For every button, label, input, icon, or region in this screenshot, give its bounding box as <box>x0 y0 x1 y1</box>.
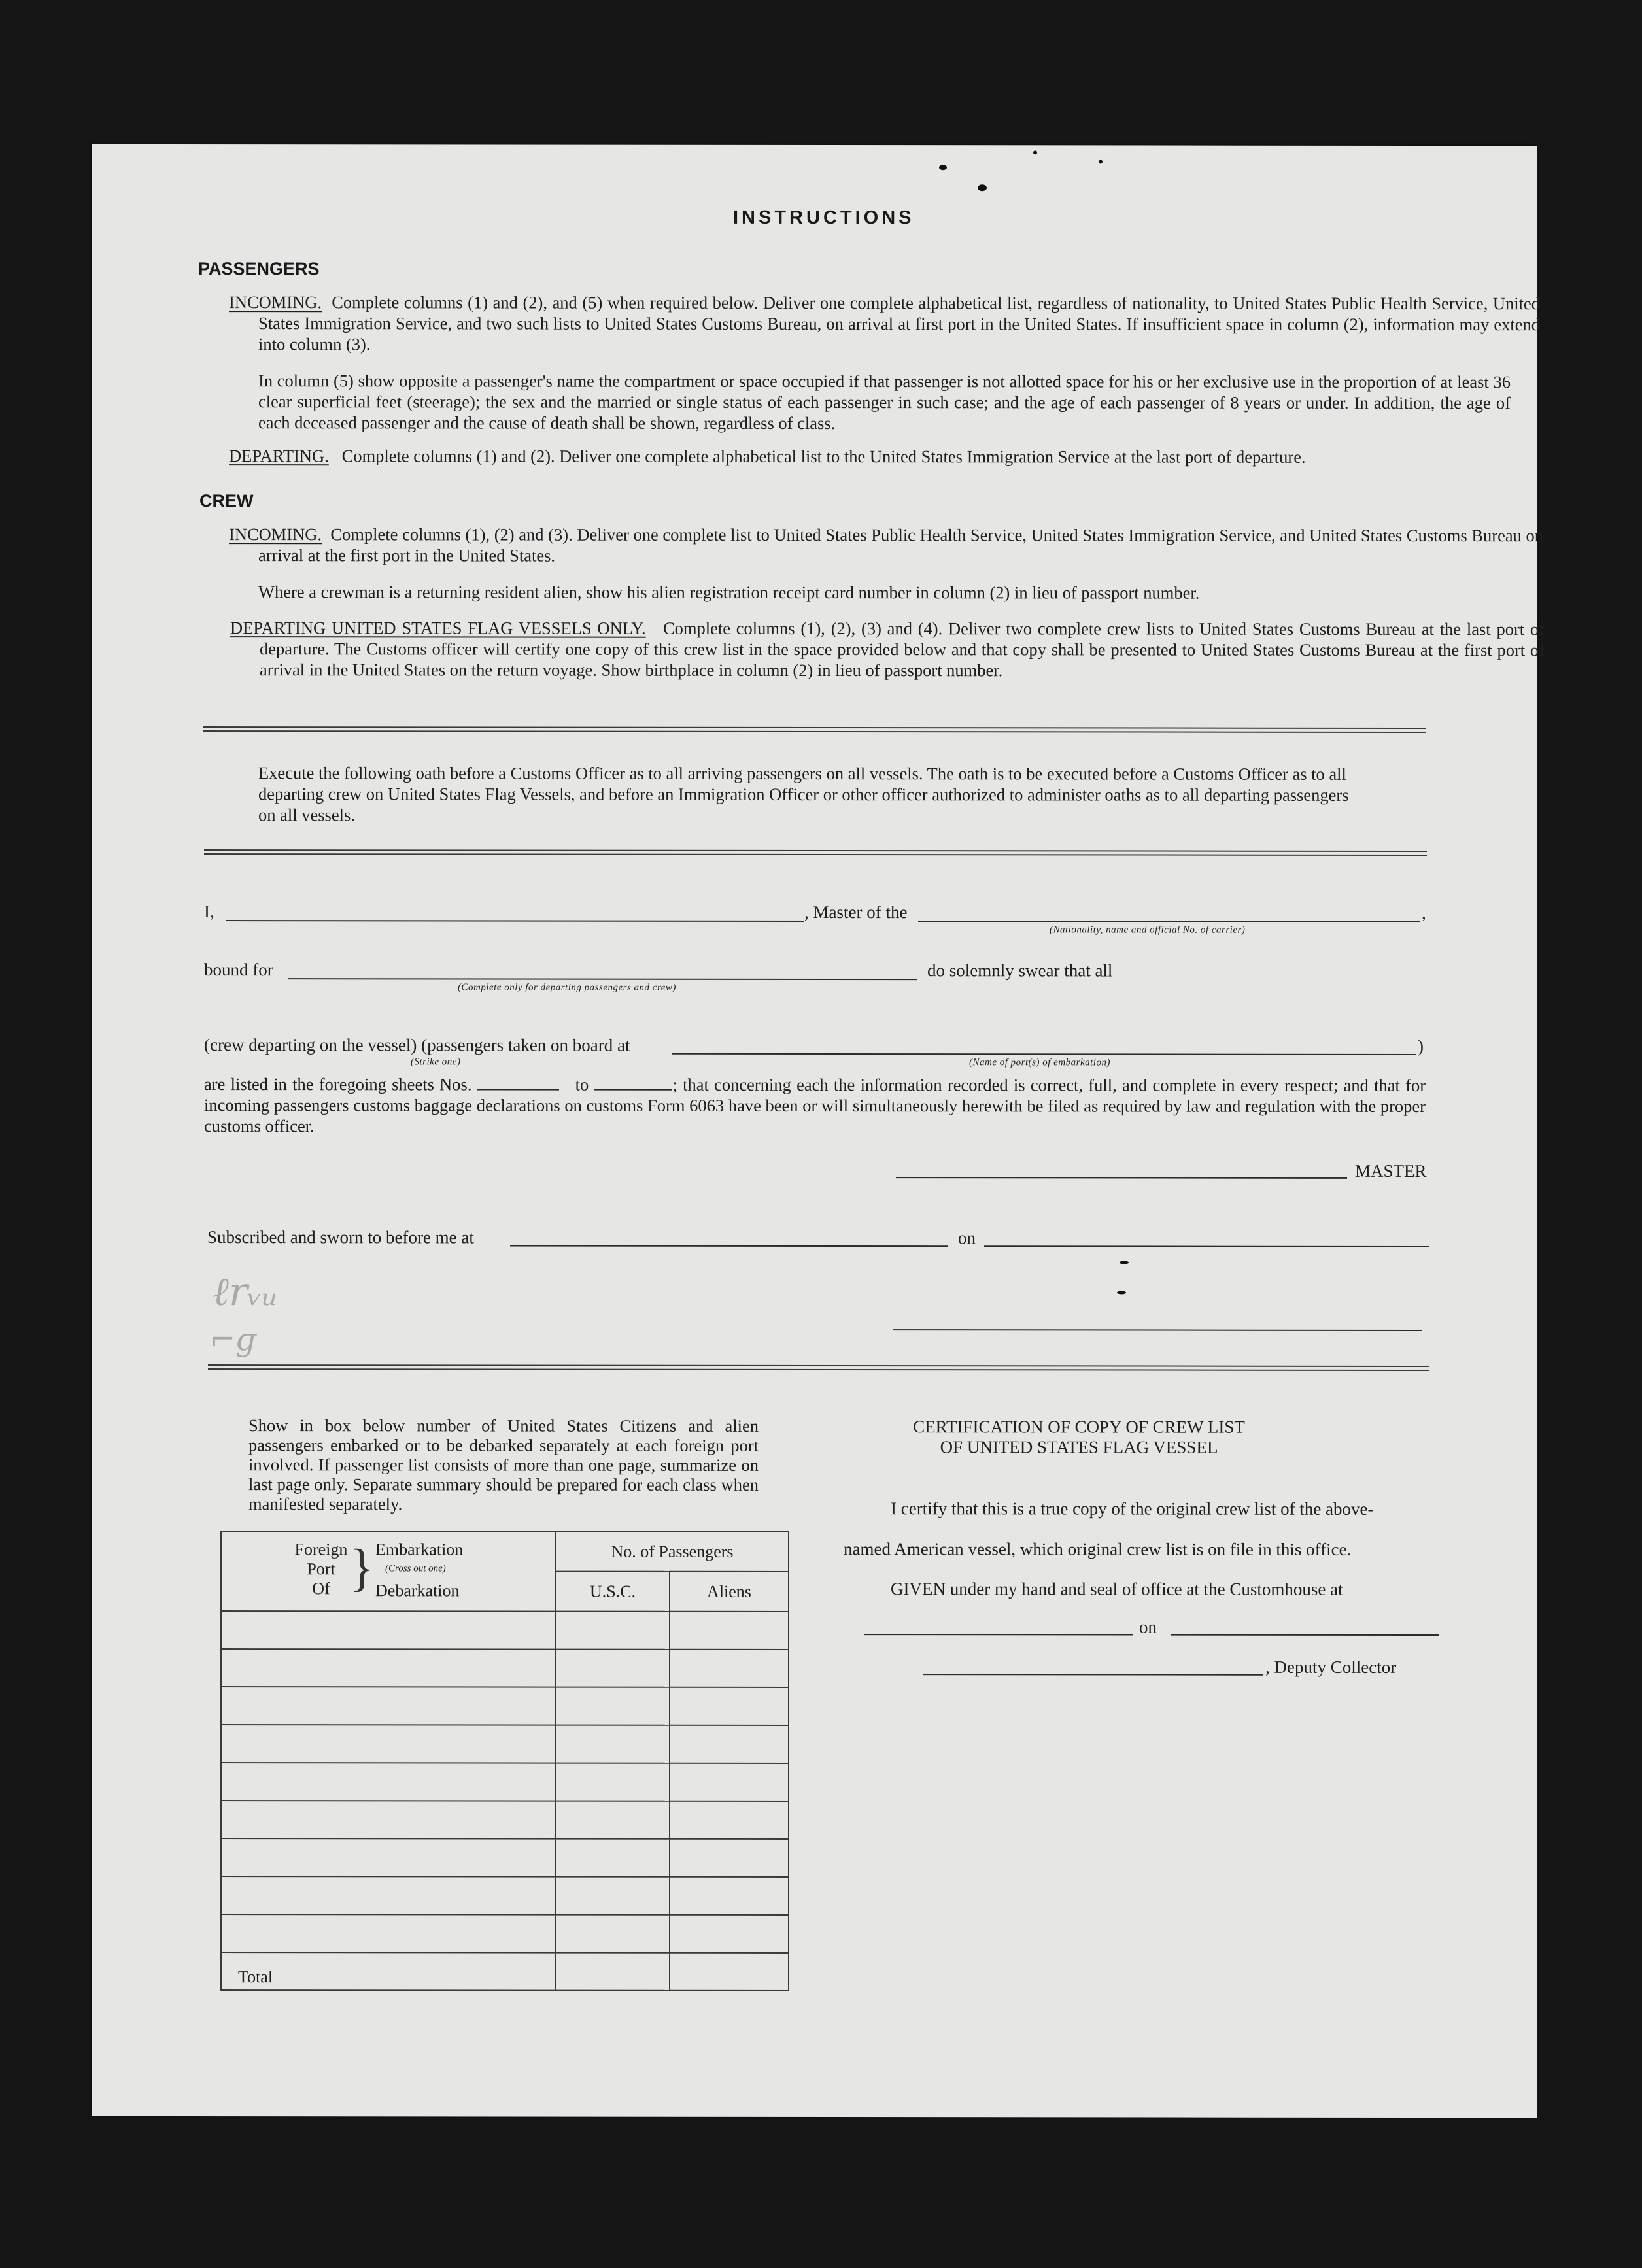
table-row <box>221 1763 789 1801</box>
port-cell[interactable] <box>221 1687 556 1725</box>
deputy-collector-label: , Deputy Collector <box>1265 1657 1397 1677</box>
table-row <box>221 1801 789 1839</box>
crew-incoming-label: INCOMING. <box>229 524 322 545</box>
certification-heading-line-1: CERTIFICATION OF COPY OF CREW LIST <box>913 1417 1245 1437</box>
certification-line-2: named American vessel, which original crew list is on file in this office. <box>844 1539 1352 1559</box>
port-cell[interactable] <box>221 1725 556 1763</box>
oath-instruction-paragraph: Execute the following oath before a Customs Officer as to all arriving passengers on all vessels. The oath is to be executed before a Customs Officer as to all departing crew on United States Flag Vessels, and before an Immigration Officer or other officer authorized to administer oaths as to all departing passengers on all vessels. <box>258 763 1349 825</box>
master-label: MASTER <box>1355 1160 1427 1181</box>
scan-speck <box>1033 150 1037 154</box>
passengers-departing-text: Complete columns (1) and (2). Deliver one complete alphabetical list to the United States Immigration Service at the last port of departure. <box>341 446 1306 467</box>
certification-date-field[interactable] <box>1171 1634 1439 1636</box>
ports-table <box>220 1531 789 1991</box>
master-signature-field[interactable] <box>896 1177 1347 1179</box>
aliens-cell[interactable] <box>670 1650 789 1687</box>
certification-heading-line-2: OF UNITED STATES FLAG VESSEL <box>940 1437 1218 1457</box>
sheet-from-field[interactable] <box>477 1077 559 1090</box>
usc-total-cell[interactable] <box>556 1953 670 1991</box>
close-paren-label: ) <box>1418 1036 1424 1056</box>
form-page <box>92 144 1545 2118</box>
embarkation-label: Embarkation <box>375 1540 464 1559</box>
total-label: Total <box>221 1952 556 1991</box>
master-name-field[interactable] <box>226 920 804 922</box>
table-row <box>221 1838 789 1877</box>
scan-speck <box>1120 1261 1129 1264</box>
bound-for-label: bound for <box>204 960 273 980</box>
ports-caption: (Name of port(s) of embarkation) <box>969 1057 1110 1068</box>
officer-signature-field[interactable] <box>893 1329 1422 1331</box>
crew-departing-label: DEPARTING UNITED STATES FLAG VESSELS ONLY. <box>230 618 646 638</box>
listed-text-b: ; that concerning each the information recorded is correct, full, and complete in every respect; and that for incoming passengers customs baggage declarations on customs Form 6063 have been or will simultaneously herewith be filed as required by law and regulation with the proper customs officer. <box>204 1074 1426 1136</box>
port-cell[interactable] <box>221 1876 556 1915</box>
strike-one-caption: (Strike one) <box>411 1057 461 1068</box>
passengers-departing-paragraph <box>229 445 1514 467</box>
aliens-cell[interactable] <box>670 1687 789 1725</box>
passengers-column5-paragraph: In column (5) show opposite a passenger's name the compartment or space occupied if that passenger is not allotted space for his or her exclusive use in the proportion of at least 36 clear superficial feet (steerage); the sex and the married or single status of each passenger in such case; and the age of each passenger of 8 years or under. In addition, the age of each deceased passenger and the cause of death shall be shown, regardless of class. <box>258 371 1511 433</box>
certification-on-label: on <box>1139 1617 1157 1637</box>
usc-cell[interactable] <box>556 1687 670 1725</box>
box-instruction-paragraph: Show in box below number of United States Citizens and alien passengers embarked or to be debarked separately at each foreign port involved. If passenger list consists of more than one page, summarize on last page only. Separate summary should be prepared for each class when manifested separately. <box>248 1415 759 1514</box>
sheet-to-field[interactable] <box>594 1077 672 1091</box>
certification-line-1: I certify that this is a true copy of the original crew list of the above- <box>891 1498 1374 1519</box>
scan-speck <box>939 165 947 170</box>
of-label: Of <box>312 1579 330 1599</box>
passengers-incoming-text: Complete columns (1) and (2), and (5) when required below. Deliver one complete alphabetical list, regardless of nationality, to United States Public Health Service, United States Immigration Service, and two such lists to United States Customs Bureau, on arrival at first port in the United States. If insufficient space in column (2), information may extend into column (3). <box>258 292 1541 354</box>
port-cell[interactable] <box>221 1763 556 1801</box>
passengers-heading: PASSENGERS <box>198 259 320 279</box>
crew-departing-label: (crew departing on the vessel) (passengers taken on board at <box>204 1035 630 1055</box>
table-header-row <box>221 1531 789 1572</box>
aliens-cell[interactable] <box>670 1612 789 1650</box>
listed-to-label: to <box>575 1074 589 1094</box>
divider-double-line <box>208 1364 1429 1371</box>
embarkation-port-field[interactable] <box>672 1053 1416 1055</box>
aliens-cell[interactable] <box>670 1877 789 1915</box>
debarkation-label: Debarkation <box>375 1581 460 1600</box>
aliens-header: Aliens <box>670 1572 789 1612</box>
crew-incoming-paragraph <box>229 524 1543 567</box>
table-row <box>221 1687 789 1725</box>
table-row <box>221 1649 789 1687</box>
port-cell[interactable] <box>221 1649 556 1687</box>
usc-cell[interactable] <box>556 1650 670 1687</box>
table-row <box>221 1876 789 1915</box>
usc-header: U.S.C. <box>556 1572 670 1612</box>
table-row <box>221 1914 789 1953</box>
aliens-total-cell[interactable] <box>670 1953 789 1991</box>
aliens-cell[interactable] <box>670 1839 789 1877</box>
sworn-on-label: on <box>958 1228 976 1248</box>
divider-double-line <box>204 849 1427 856</box>
carrier-caption: (Nationality, name and official No. of carrier) <box>1050 924 1246 936</box>
scan-speck <box>1117 1291 1126 1294</box>
crew-resident-paragraph: Where a crewman is a returning resident alien, show his alien registration receipt card number in column (2) in lieu of passport number. <box>258 582 1200 603</box>
usc-cell[interactable] <box>556 1839 670 1877</box>
port-cell[interactable] <box>221 1838 556 1877</box>
crew-incoming-text: Complete columns (1), (2) and (3). Deliver one complete list to United States Public Health Service, United States Immigration Service, and United States Customs Bureau on arrival at the first port in the United States. <box>258 524 1544 566</box>
deputy-signature-field[interactable] <box>923 1674 1263 1676</box>
listed-text-a: are listed in the foregoing sheets Nos. <box>204 1074 472 1094</box>
swear-label: do solemnly swear that all <box>927 960 1113 981</box>
usc-cell[interactable] <box>556 1877 670 1915</box>
usc-cell[interactable] <box>556 1725 670 1763</box>
aliens-cell[interactable] <box>670 1725 789 1763</box>
subscribed-label: Subscribed and sworn to before me at <box>207 1227 474 1247</box>
crew-departing-paragraph <box>230 617 1545 681</box>
aliens-cell[interactable] <box>670 1801 789 1839</box>
no-passengers-header: No. of Passengers <box>556 1532 789 1572</box>
cross-out-label: (Cross out one) <box>385 1563 446 1574</box>
table-row <box>221 1611 789 1650</box>
oath-listed-paragraph <box>204 1074 1426 1138</box>
usc-cell[interactable] <box>556 1612 670 1650</box>
port-cell[interactable] <box>221 1801 556 1839</box>
port-cell[interactable] <box>221 1611 556 1650</box>
foreign-label: Foreign <box>294 1540 348 1559</box>
pencil-scrawl: ⌐ɡ <box>209 1321 256 1359</box>
table-row <box>221 1725 789 1763</box>
table-total-row <box>221 1952 789 1991</box>
brace-icon: } <box>349 1539 375 1597</box>
scan-speck <box>1099 160 1103 163</box>
usc-cell[interactable] <box>556 1801 670 1839</box>
port-cell[interactable] <box>221 1914 556 1953</box>
page-title: INSTRUCTIONS <box>733 207 915 229</box>
bound-for-field[interactable] <box>288 978 917 980</box>
port-header-cell <box>221 1531 556 1612</box>
comma-label: , <box>1422 902 1426 922</box>
carrier-field[interactable] <box>918 921 1420 922</box>
scan-speck <box>978 184 987 191</box>
sworn-date-field[interactable] <box>984 1245 1429 1247</box>
divider-double-line <box>203 726 1426 733</box>
aliens-cell[interactable] <box>670 1915 789 1953</box>
certification-heading <box>844 1417 1314 1458</box>
bound-caption: (Complete only for departing passengers and crew) <box>458 982 676 993</box>
oath-i-label: I, <box>204 902 214 922</box>
crew-departing-text: Complete columns (1), (2), (3) and (4). Deliver two complete crew lists to United States Customs Bureau at the last port of departure. The Customs officer will certify one copy of this crew list in the space provided below and that copy shall be presented to United States Customs Bureau at the first port of arrival in the United States on the return voyage. Show birthplace in column (2) in lieu of passport number. <box>260 618 1545 681</box>
crew-heading: CREW <box>199 491 254 511</box>
certification-line-3: GIVEN under my hand and seal of office at the Customhouse at <box>891 1579 1343 1599</box>
usc-cell[interactable] <box>556 1915 670 1953</box>
passengers-incoming-label: INCOMING. <box>229 292 322 313</box>
sworn-place-field[interactable] <box>510 1245 948 1247</box>
aliens-cell[interactable] <box>670 1763 789 1801</box>
port-label: Port <box>307 1559 335 1579</box>
customhouse-field[interactable] <box>864 1634 1133 1635</box>
passengers-incoming-paragraph <box>229 292 1540 356</box>
master-of-label: , Master of the <box>804 902 908 922</box>
passengers-departing-label: DEPARTING. <box>229 446 329 466</box>
pencil-scrawl: ℓrᵥᵤ <box>213 1269 278 1315</box>
usc-cell[interactable] <box>556 1763 670 1801</box>
